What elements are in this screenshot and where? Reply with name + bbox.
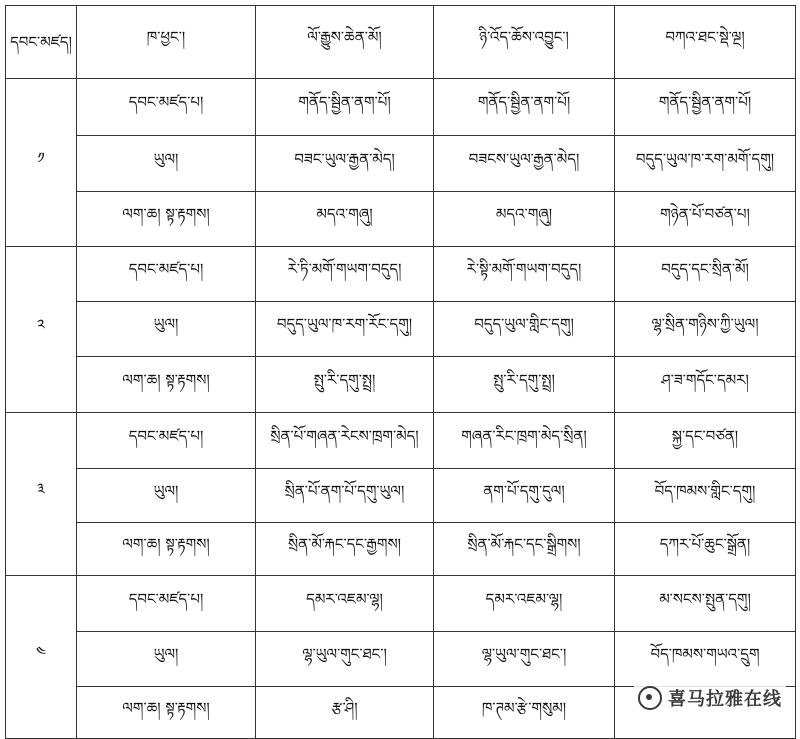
table-row — [6, 192, 796, 247]
table-row — [6, 523, 796, 576]
row-label: ལག་ཆ། སྟ་རྟགས། — [77, 687, 256, 739]
table-cell: སྤུ་རི་དགུ་སྤྲ། — [434, 357, 615, 413]
table-cell: སྤུ་རི་དགུ་སྤྲ། — [256, 357, 434, 413]
row-label: ཡུལ། — [77, 136, 256, 192]
table-cell: བདུད་ཡུལ་གླིང་དགུ། — [434, 302, 615, 357]
table-row — [6, 469, 796, 523]
table-cell: བཟངས་ཡུལ་རྒྱན་མེད། — [434, 136, 615, 192]
table-cell: གཉེན་པོ་བཙན་པ། — [615, 192, 796, 247]
column-header: ཉི་འོད་ཆོས་འབྱུང་། — [434, 6, 615, 79]
table-cell: བཟང་ཡུལ་རྒྱན་མེད། — [256, 136, 434, 192]
table-cell: དམར་འཇམ་ལྷ། — [256, 576, 434, 632]
table-cell: སྲིན་མོ་རྐང་དང་རྒྱགས། — [256, 523, 434, 576]
table-row — [6, 632, 796, 687]
table-cell: ལྷ་ཡུལ་གུང་ཐང་། — [434, 632, 615, 687]
table-body — [6, 79, 796, 739]
table-cell: བདུད་ཡུལ་ཁ་རག་མགོ་དགུ། — [615, 136, 796, 192]
group-number: ༡ — [6, 79, 77, 247]
table-cell: རེ་ཏི་མགོ་གཡག་བདུད། — [256, 247, 434, 302]
table-row — [6, 302, 796, 357]
table-cell: རྩ་ཤི། — [256, 687, 434, 739]
table-cell: སྲིན་པོ་ནག་པོ་དགུ་ཡུལ། — [256, 469, 434, 523]
row-label: དབང་མཛད་པ། — [77, 576, 256, 632]
column-header: བཀའ་ཐང་སྡེ་ལྔ། — [615, 6, 796, 79]
row-label: དབང་མཛད་པ། — [77, 247, 256, 302]
row-label: དབང་མཛད་པ། — [77, 79, 256, 136]
column-header: ལོ་རྒྱུས་ཆེན་མོ། — [256, 6, 434, 79]
row-label: ལག་ཆ། སྟ་རྟགས། — [77, 357, 256, 413]
corner-header: དབང་མཛད། — [6, 6, 77, 79]
group-number: ༢ — [6, 247, 77, 413]
table-cell: ནག་པོ་དགུ་དུལ། — [434, 469, 615, 523]
row-label: ལག་ཆ། སྟ་རྟགས། — [77, 192, 256, 247]
table-row — [6, 136, 796, 192]
wechat-icon — [638, 686, 662, 710]
table-cell: མདའ་གཞུ། — [256, 192, 434, 247]
table-cell: ཤ་ཟ་གདོང་དམར། — [615, 357, 796, 413]
table-cell: མདའ་གཞུ། — [434, 192, 615, 247]
table-cell: དཀར་པོ་ཆུང་སྒྲོན། — [615, 523, 796, 576]
watermark-text: 喜马拉雅在线 — [668, 689, 782, 710]
table-row — [6, 79, 796, 136]
column-header: ཁ་ཕྱང་། — [77, 6, 256, 79]
group-number: ༣ — [6, 413, 77, 576]
table-cell: གནོད་སྦྱིན་ནག་པོ། — [615, 79, 796, 136]
table-cell: མ་སངས་སྤུན་དགུ། — [615, 576, 796, 632]
table-cell: བདུད་ཡུལ་ཁ་རག་རོང་དགུ། — [256, 302, 434, 357]
table-cell: སྲིན་མོ་རྐང་དང་སྒྲིགས། — [434, 523, 615, 576]
header-row — [6, 6, 796, 79]
table-cell: བདུད་དང་སྲིན་མོ། — [615, 247, 796, 302]
table-cell: བོད་ཁམས་གཡའ་དྲུག — [615, 632, 796, 687]
table-row — [6, 357, 796, 413]
group-number: ༤ — [6, 576, 77, 739]
table-cell: ལྷ་ཡུལ་གུང་ཐང་། — [256, 632, 434, 687]
row-label: ལག་ཆ། སྟ་རྟགས། — [77, 523, 256, 576]
table-cell: གཞན་རིང་ཁྲག་མེད་སྲིན། — [434, 413, 615, 469]
table-cell: གནོད་སྦྱིན་ནག་པོ། — [256, 79, 434, 136]
table-cell: ལྷ་སྲིན་གཉིས་ཀྱི་ཡུལ། — [615, 302, 796, 357]
table-cell: རེ་སྟི་མགོ་གཡག་བདུད། — [434, 247, 615, 302]
row-label: ཡུལ། — [77, 632, 256, 687]
watermark — [634, 683, 786, 713]
table-cell: གནོད་སྦྱིན་ནག་པོ། — [434, 79, 615, 136]
row-label: ཡུལ། — [77, 469, 256, 523]
table-row — [6, 413, 796, 469]
table-cell: དམར་འཇམ་ལྷ། — [434, 576, 615, 632]
comparison-table — [5, 5, 796, 739]
table-row — [6, 576, 796, 632]
table-cell: ཁ་ཊམ་རྩེ་གསུམ། — [434, 687, 615, 739]
table-cell: སྲིན་པོ་གཞན་རེངས་ཁྲག་མེད། — [256, 413, 434, 469]
table-cell: བོད་ཁམས་གླིང་དགུ། — [615, 469, 796, 523]
row-label: དབང་མཛད་པ། — [77, 413, 256, 469]
table-row — [6, 247, 796, 302]
table-cell: སྐྱ་དང་བཙན། — [615, 413, 796, 469]
row-label: ཡུལ། — [77, 302, 256, 357]
